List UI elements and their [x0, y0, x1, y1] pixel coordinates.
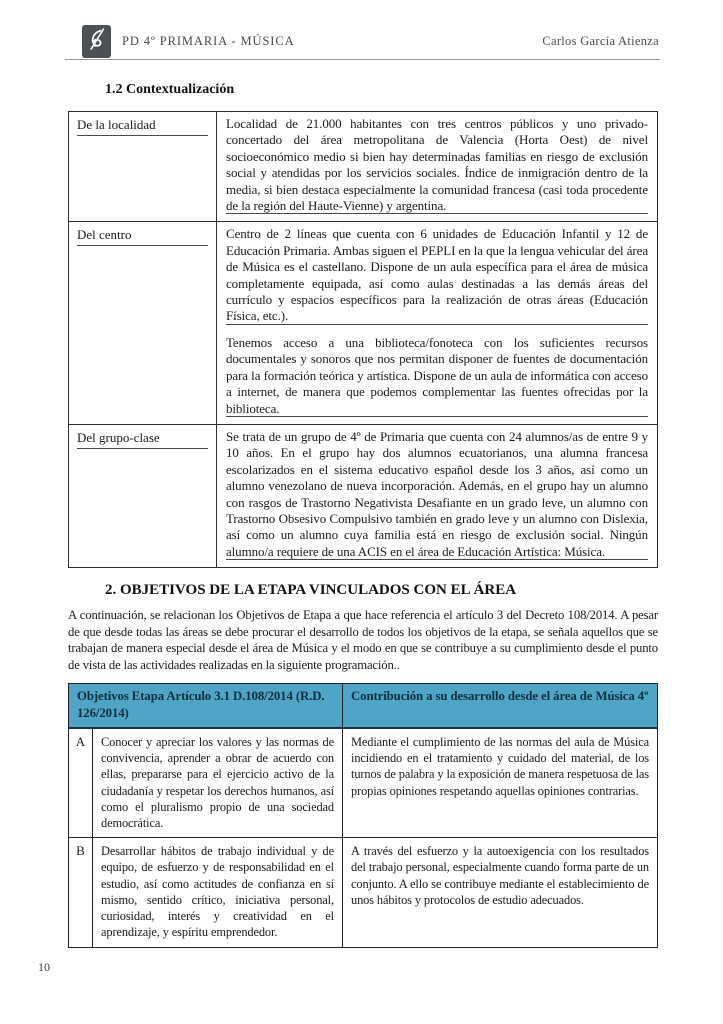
- context-heading: 1.2 Contextualización: [105, 82, 235, 97]
- table-row-centro: [69, 222, 658, 424]
- objective-letter: B: [69, 838, 93, 947]
- cell-paragraph: Localidad de 21.000 habitantes con tres centros públicos y uno privado-concertado del área metropolitana de Valencia (Horta Oest) de nivel socioeconómico medio si bien hay determinadas familias en riesgo de exclusión social y atendidas por los servicios sociales. Índice de inmigración dentro de la media, si bien destaca especialmente la comunidad francesa (casi toda procedente de la región del Haute-Vienne) y argentina.: [226, 116, 648, 216]
- cell-paragraph: Centro de 2 líneas que cuenta con 6 unidades de Educación Infantil y 12 de Educación Primaria. Ambas siguen el PEPLI en la que la lengua vehicular del área de Música es el castellano. Dispone de un aula específica para el área de música completamente equipada, así como aulas destinadas a las demás áreas del currículo y espacios específicos para la realización de otras áreas (Educación Física, etc.).: [226, 226, 648, 326]
- page-number: 10: [38, 960, 50, 974]
- objectives-table-header-row: [69, 683, 658, 728]
- page-header: [82, 25, 659, 58]
- treble-clef-icon: [85, 26, 108, 58]
- column-header-objectives: Objetivos Etapa Artículo 3.1 D.108/2014 (R.D. 126/2014): [69, 683, 343, 728]
- objectives-intro: A continuación, se relacionan los Objetivos de Etapa a que hace referencia el artículo 3 del Decreto 108/2014. A pesar de que desde todas las áreas se debe procurar el desarrollo de todos los objetivos de la etapa, se señala aquellos que se trabajan de manera especial desde el área de Música y el modo en que se contribuye a su cumplimiento desde el punto de vista de las actividades realizadas en la siguiente programación..: [68, 608, 658, 672]
- table-row-objective-b: [69, 838, 658, 947]
- objectives-heading: 2. OBJETIVOS DE LA ETAPA VINCULADOS CON EL ÁREA: [105, 582, 517, 599]
- cell-paragraph: Se trata de un grupo de 4º de Primaria que cuenta con 24 alumnos/as de entre 9 y 10 años. En el grupo hay dos alumnos ecuatorianos, una alumna francesa escolarizados en el sistema educativo español desde los 3 años, así como un alumno venezolano de nueva incorporación. Además, en el grupo hay un alumno con rasgos de Trastorno Negativista Desafiante en un grado leve, un alumno con Trastorno Obsesivo Compulsivo también en grado leve y un alumno con Dislexia, así como un alumno cuya familia está en riesgo de exclusión social. Ningún alumno/a requiere de una ACIS en el área de Educación Artística: Música.: [226, 429, 648, 562]
- page-content: [68, 74, 658, 948]
- row-label-centro: Del centro: [77, 227, 208, 246]
- music-logo: [82, 25, 111, 58]
- table-row-objective-a: [69, 728, 658, 838]
- column-header-contribution: Contribución a su desarrollo desde el área de Música 4º: [343, 683, 658, 728]
- objective-letter: A: [69, 728, 93, 838]
- row-label-grupo-clase: Del grupo-clase: [77, 430, 208, 449]
- contribution-text: Mediante el cumplimiento de las normas del aula de Música incidiendo en el tratamiento y cuidado del material, de los turnos de palabra y la exposición de manera respetuosa de las propias opiniones respetando aquellas opiniones contrarias.: [343, 728, 658, 838]
- author-name: Carlos García Atienza: [542, 34, 659, 48]
- table-row-localidad: [69, 112, 658, 222]
- header-divider: [65, 59, 660, 60]
- objective-text: Conocer y apreciar los valores y las normas de convivencia, aprender a obrar de acuerdo con ellas, prepararse para el ejercicio activo de la ciudadanía y respetar los derechos humanos, así como el pluralismo propio de una sociedad democrática.: [93, 728, 343, 838]
- context-table: [68, 111, 658, 568]
- contribution-text: A través del esfuerzo y la autoexigencia con los resultados del trabajo personal, especialmente cuando forma parte de un conjunto. A ello se contribuye mediante el establecimiento de unos hábitos y protocolos de estudio adecuados.: [343, 838, 658, 947]
- row-label-localidad: De la localidad: [77, 117, 208, 136]
- objective-text: Desarrollar hábitos de trabajo individual y de equipo, de esfuerzo y de responsabilidad en el estudio, así como actitudes de confianza en sí mismo, sentido crítico, iniciativa personal, curiosidad, interés y creatividad en el aprendizaje, y espíritu emprendedor.: [93, 838, 343, 947]
- cell-paragraph: Tenemos acceso a una biblioteca/fonoteca con los suficientes recursos documentales y sonoros que nos permitan disponer de fuentes de documentación para la formación teórica y artística. Dispone de un aula de informática con acceso a internet, de manera que podemos complementar las fuentes ofrecidas por la biblioteca.: [226, 335, 648, 419]
- objectives-table: [68, 683, 658, 948]
- table-row-grupo-clase: [69, 424, 658, 567]
- document-title: PD 4º PRIMARIA - MÚSICA: [122, 34, 295, 48]
